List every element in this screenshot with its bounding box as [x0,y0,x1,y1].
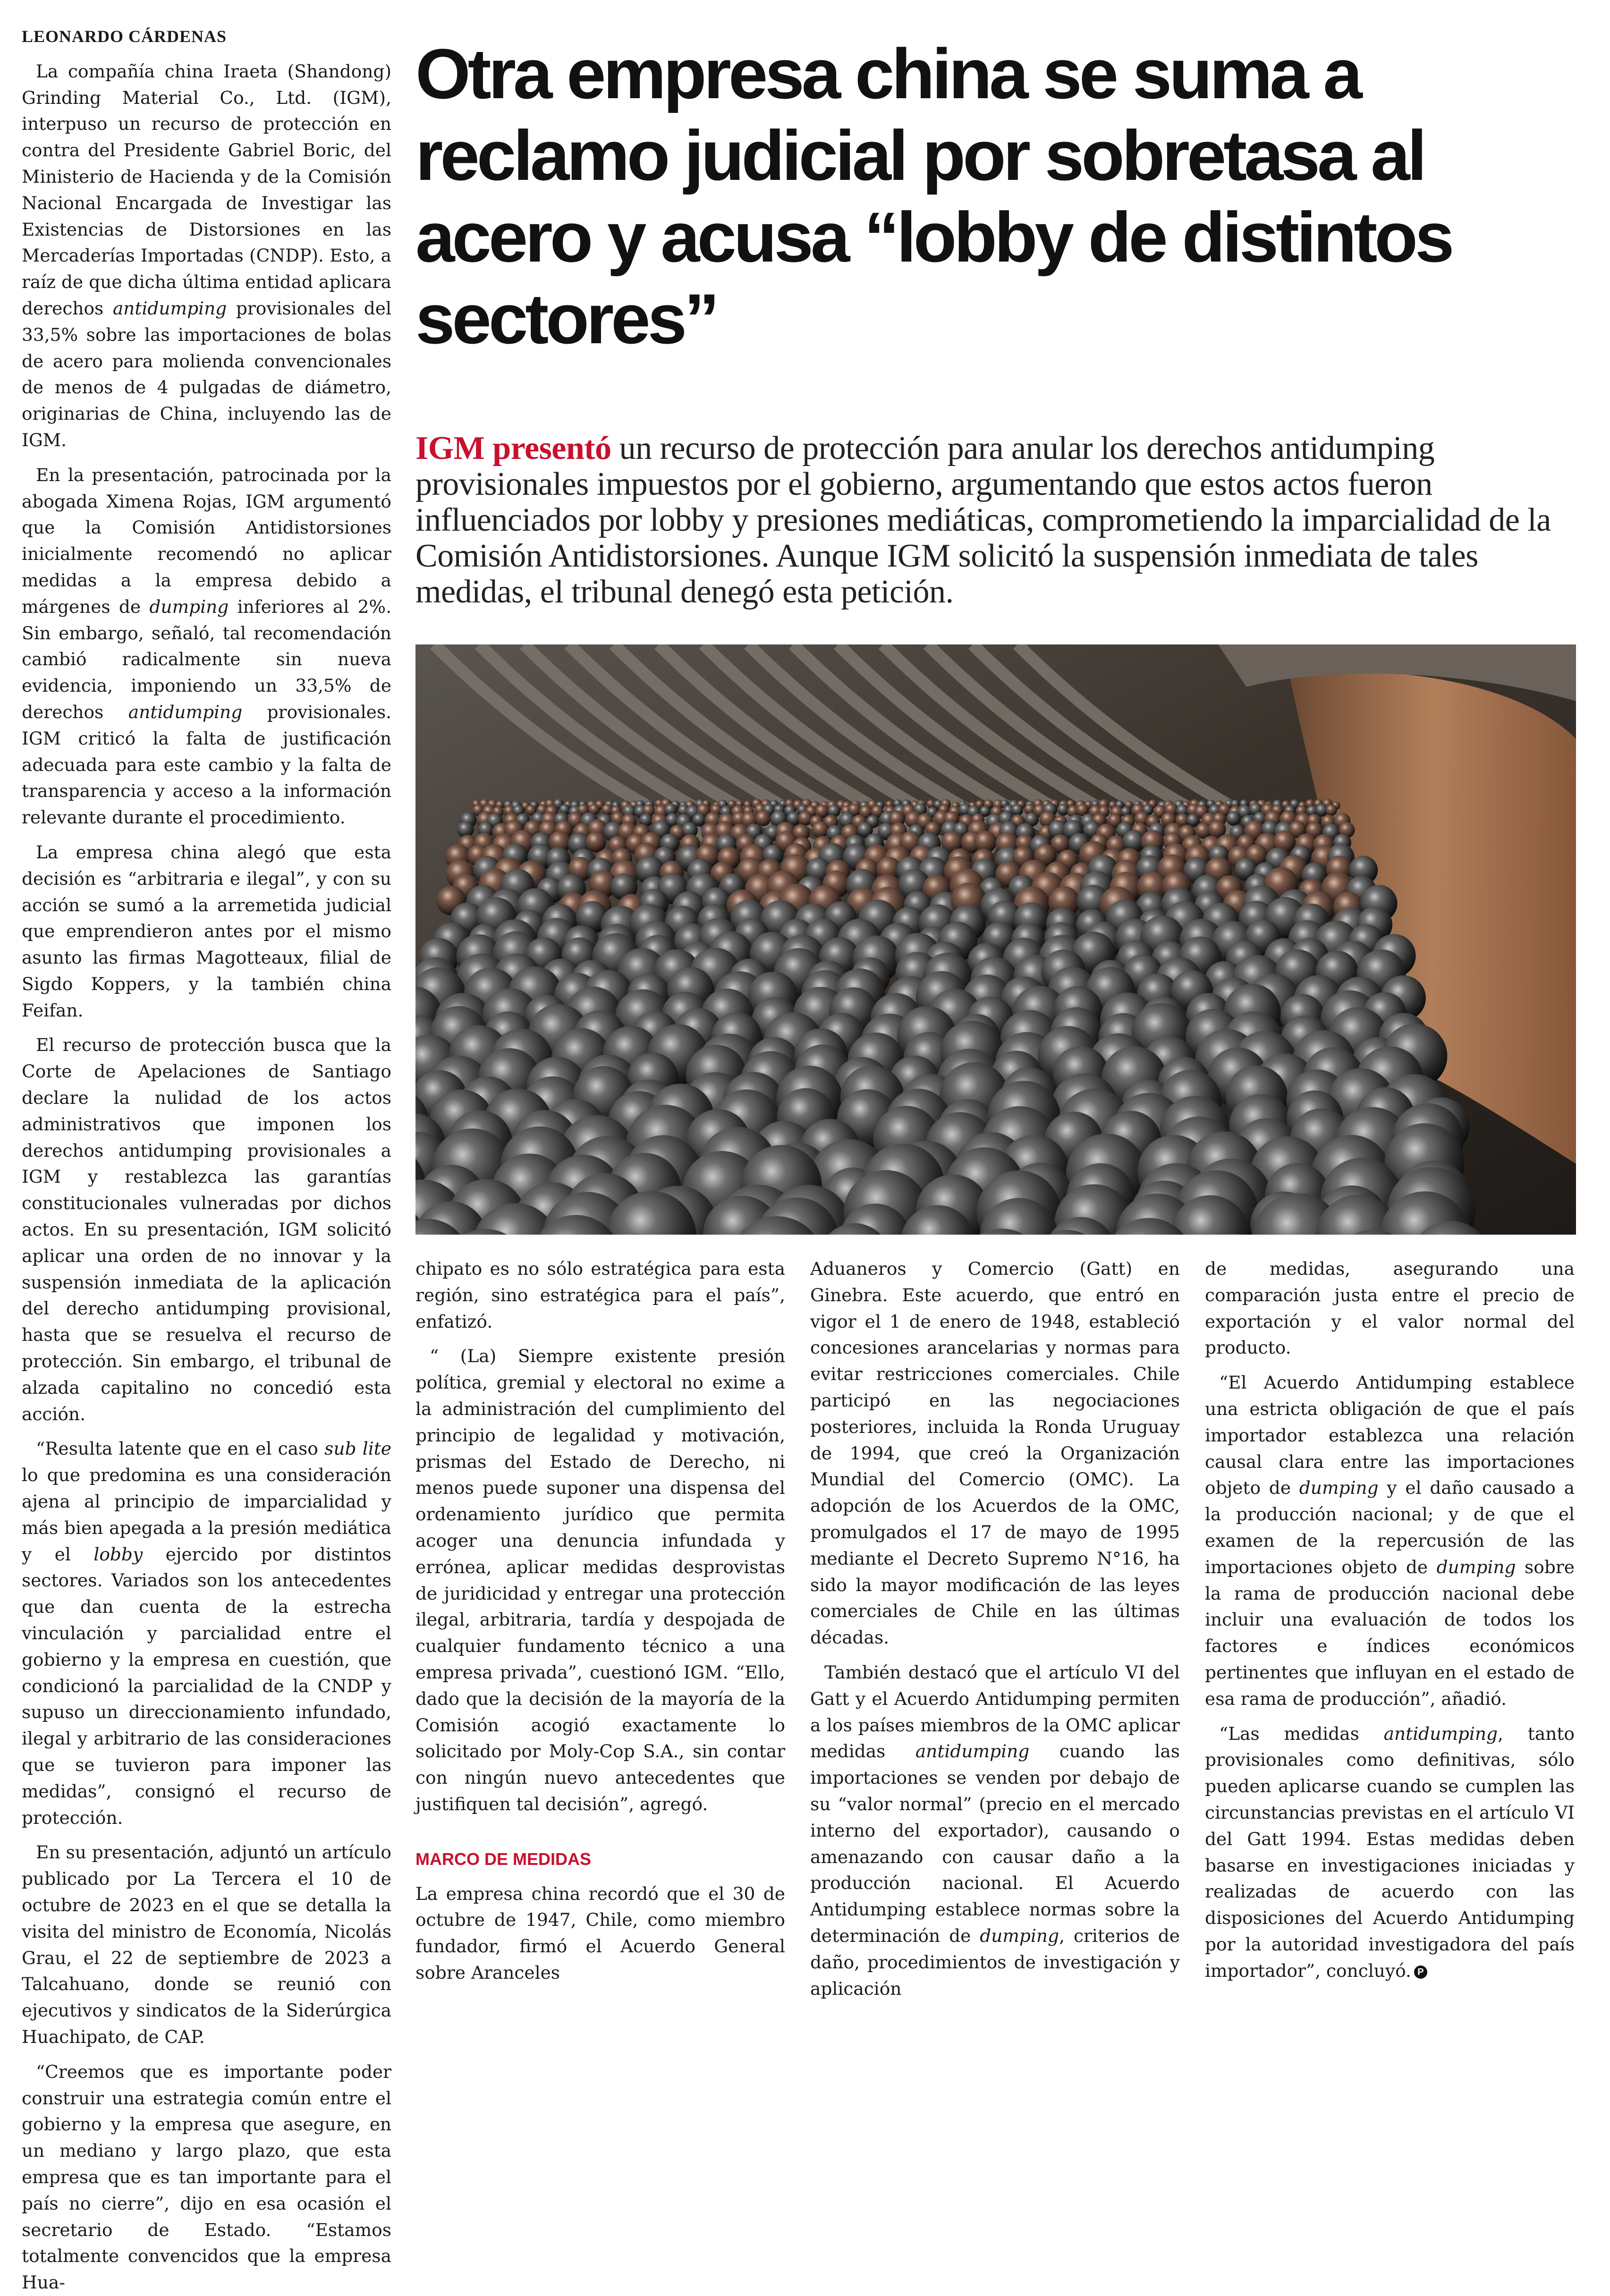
paragraph: “Resulta latente que en el caso sub lite lo que predomina es una consideración ajena al principio de imparcialidad y más bien apegada a la presión mediática y el lobby ejercido por distintos sectores. Variados son los antecedentes que dan cuenta de la estrecha vinculación y parcialidad entre el gobierno y la empresa en cuestión, que condicionó la parcialidad de la CNDP y supuso un direccionamiento infundado, ilegal y arbitrario de las consideraciones que se tuvieron para imponer las medidas”, consignó el recurso de protección. [22,1438,391,1828]
paragraph: La empresa china alegó que esta decisión es “arbitraria e ilegal”, y con su acción se sumó a la arremetida judicial que emprendieron antes por el mismo asunto las firmas Magotteaux, filial de Sigdo Koppers, y la también china Feifan. [22,841,391,1021]
paragraph: La empresa china recordó que el 30 de octubre de 1947, Chile, como miembro fundador, firmó el Acuerdo General sobre Aranceles [415,1883,785,1983]
headline: Otra empresa china se suma a reclamo judicial por sobretasa al acero y acusa “lobby de distintos sectores” [415,34,1452,358]
paragraph: También destacó que el artículo VI del Gatt y el Acuerdo Antidumping permiten a los países miembros de la OMC aplicar medidas antidumping cuando las importaciones se venden por debajo de su “valor normal” (precio en el mercado interno del exportador), causando o amenazando con causar daño a la producción nacional. El Acuerdo Antidumping establece normas sobre la determinación de dumping, criterios de daño, procedimientos de investigación y aplicación [810,1661,1180,1999]
paragraph: “El Acuerdo Antidumping establece una estricta obligación de que el país importador establezca una relación causal clara entre las importaciones objeto de dumping y el daño causado a la producción nacional; y de que el examen de la repercusión de las importaciones objeto de dumping sobre la rama de producción nacional debe incluir una evaluación de todos los factores e índices económicos pertinentes que influyan en el estado de esa rama de producción”, añadió. [1205,1372,1575,1709]
paragraph: En la presentación, patrocinada por la abogada Ximena Rojas, IGM argumentó que la Comisión Antidistorsiones inicialmente recomendó no aplicar medidas a la empresa debido a márgenes de dumping inferiores al 2%. Sin embargo, señaló, tal recomendación cambió radicalmente sin nueva evidencia, imponiendo un 33,5% de derechos antidumping provisionales. IGM criticó la falta de justificación adecuada para este cambio y la falta de transparencia y acceso a la información relevante durante el procedimiento. [22,464,392,828]
paragraph: “Creemos que es importante poder construir una estrategia común entre el gobierno y la empresa que asegure, en un mediano y largo plazo, que esta empresa que es tan importante para el país no cierre”, dijo en esa ocasión el secretario de Estado. “Estamos totalmente convencidos que la empresa Hua- [22,2061,391,2293]
paragraph: chipato es no sólo estratégica para esta región, sino estratégica para el país”, enfatizó. [415,1258,785,1332]
article-column-3 [810,1256,1180,2002]
paragraph: Aduaneros y Comercio (Gatt) en Ginebra. Este acuerdo, que entró en vigor el 1 de enero de 1948, estableció concesiones arancelarias y normas para evitar restricciones comerciales. Chile participó en las negociaciones posteriores, incluida la Ronda Uruguay de 1994, que creó la Organización Mundial del Comercio (OMC). La adopción de los Acuerdos de la OMC, promulgados el 17 de mayo de 1995 mediante el Decreto Supremo N°16, ha sido la mayor modificación de las leyes comerciales de Chile en las últimas décadas. [810,1258,1180,1648]
paragraph: “ (La) Siempre existente presión política, gremial y electoral no exime a la administración del cumplimiento del principio de legalidad y motivación, prismas del Estado de Derecho, ni menos puede suponer una dispensa del ordenamiento jurídico que permita acoger una denuncia infundada y errónea, aplicar medidas desprovistas de juridicidad y entregar una protección ilegal, arbitraria, tardía y despojada de cualquier fundamento técnico a una empresa privada”, cuestionó IGM. “Ello, dado que la decisión de la mayoría de la Comisión acogió exactamente lo solicitado por Moly-Cop S.A., sin contar con ningún nuevo antecedentes que justifiquen tal decisión”, agregó. [415,1346,785,1814]
lead-intro: IGM presentó [415,430,611,466]
paragraph: “Las medidas antidumping, tanto provisionales como definitivas, sólo pueden aplicarse cuando se cumplen las circunstancias previstas en el artículo VI del Gatt 1994. Estas medidas deben basarse en investigaciones iniciadas y realizadas de acuerdo con las disposiciones del Acuerdo Antidumping por la autoridad investigadora del país importador”, concluyó. P [1205,1723,1575,1981]
paragraph: El recurso de protección busca que la Corte de Apelaciones de Santiago declare la nulidad de los actos administrativos que imponen los derechos antidumping provisionales a IGM y restablezca las garantías constitucionales vulneradas por dichos actos. En su presentación, IGM solicitó aplicar una orden de no innovar y la suspensión inmediata de la aplicación del derecho antidumping provisional, hasta que se resuelva el recurso de protección. Sin embargo, el tribunal de alzada capitalino no concedió esta acción. [22,1034,391,1424]
byline: LEONARDO CÁRDENAS [22,27,227,46]
article-column-2 [415,1256,785,1986]
section-subhead: MARCO DE MEDIDAS [415,1849,592,1869]
paragraph: de medidas, asegurando una comparación justa entre el precio de exportación y el valor normal del producto. [1205,1258,1575,1358]
article-column-1 [22,24,391,2296]
paragraph: La compañía china Iraeta (Shandong) Grinding Material Co., Ltd. (IGM), interpuso un recurso de protección en contra del Presidente Gabriel Boric, del Ministerio de Hacienda y de la Comisión Nacional Encargada de Investigar las Existencias de Distorsiones en las Mercaderías Importadas (CNDP). Esto, a raíz de que dicha última entidad aplicara derechos antidumping provisionales del 33,5% sobre las importaciones de bolas de acero para molienda convencionales de menos de 4 pulgadas de diámetro, originarias de China, incluyendo las de IGM. [22,60,391,450]
lead-paragraph: IGM presentó un recurso de protección para anular los derechos antidumping provisionales impuestos por el gobierno, argumentando que estos actos fueron influenciados por lobby y presiones mediáticas, comprometiendo la imparcialidad de la Comisión Antidistorsiones. Aunque IGM solicitó la suspensión inmediata de tales medidas, el tribunal denegó esta petición. [415,430,1551,610]
steel-grinding-balls-photo [415,644,1576,1235]
end-mark-icon: P [1414,1966,1427,1979]
article-column-4 [1205,1256,1575,1984]
paragraph: En su presentación, adjuntó un artículo publicado por La Tercera el 10 de octubre de 2023 en el que se detalla la visita del ministro de Economía, Nicolás Grau, el 22 de septiembre de 2023 a Talcahuano, donde se reunió con ejecutivos y sindicatos de la Siderúrgica Huachipato, de CAP. [22,1842,391,2047]
